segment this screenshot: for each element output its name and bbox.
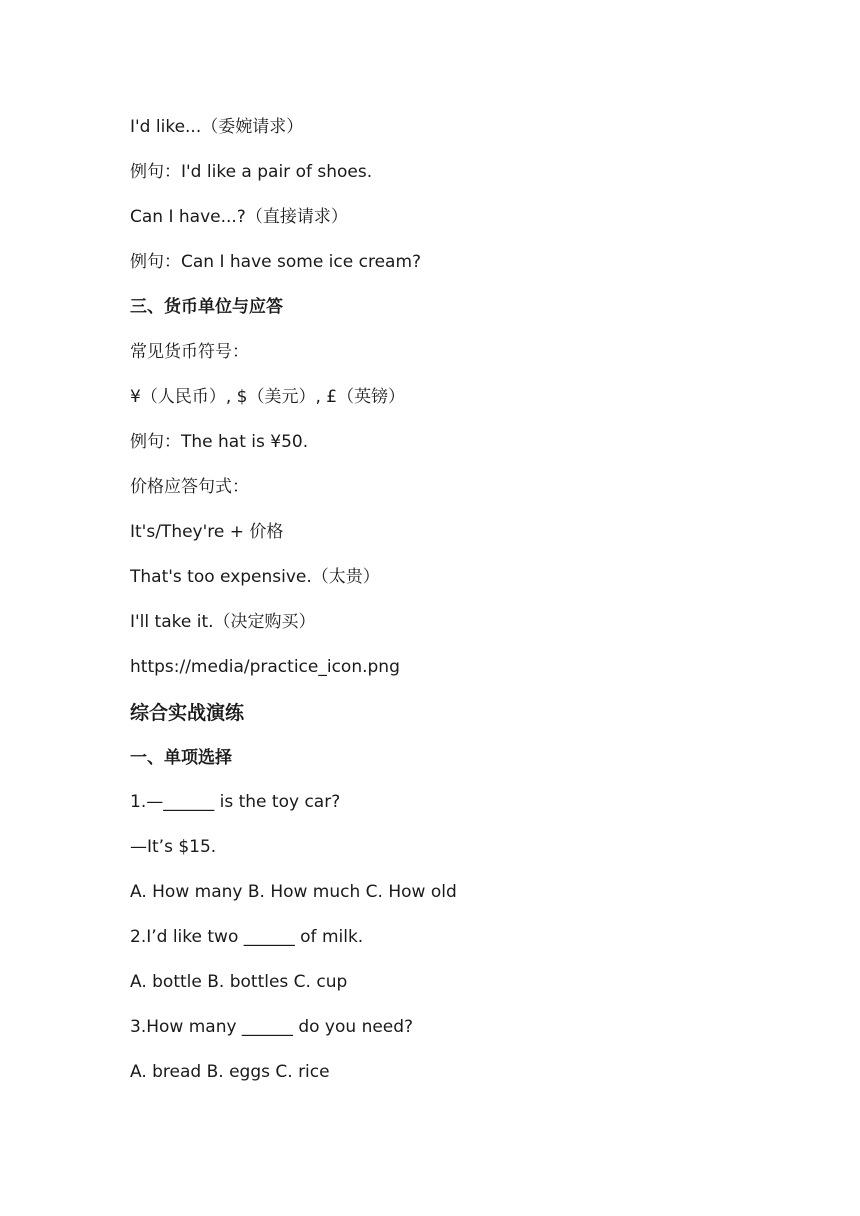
example-can-i-have: 例句：Can I have some ice cream? bbox=[130, 252, 422, 272]
section-heading-currency: 三、货币单位与应答 bbox=[130, 297, 283, 317]
price-response-label: 价格应答句式： bbox=[130, 477, 249, 497]
question-2-options: A. bottle B. bottles C. cup bbox=[130, 972, 348, 992]
question-1: 1.—______ is the toy car? bbox=[130, 792, 341, 812]
example-price: 例句：The hat is ¥50. bbox=[130, 432, 309, 452]
image-placeholder-url: https://media/practice_icon.png bbox=[130, 657, 400, 677]
phrase-can-i-have: Can I have...?（直接请求） bbox=[130, 207, 348, 227]
price-response-pattern: It's/They're + 价格 bbox=[130, 522, 284, 542]
section-heading-single-choice: 一、单项选择 bbox=[130, 748, 232, 768]
question-3: 3.How many ______ do you need? bbox=[130, 1017, 414, 1037]
question-1-options: A. How many B. How much C. How old bbox=[130, 882, 457, 902]
example-id-like: 例句：I'd like a pair of shoes. bbox=[130, 162, 373, 182]
question-1-answer-line: —It’s $15. bbox=[130, 837, 217, 857]
question-2: 2.I’d like two ______ of milk. bbox=[130, 927, 364, 947]
phrase-too-expensive: That's too expensive.（太贵） bbox=[130, 567, 380, 587]
practice-heading: 综合实战演练 bbox=[130, 702, 245, 724]
phrase-id-like: I'd like...（委婉请求） bbox=[130, 117, 304, 137]
phrase-take-it: I'll take it.（决定购买） bbox=[130, 612, 316, 632]
currency-symbols-label: 常见货币符号： bbox=[130, 342, 249, 362]
question-3-options: A. bread B. eggs C. rice bbox=[130, 1062, 330, 1082]
currency-symbols: ¥（人民币）, $（美元）, £（英镑） bbox=[130, 387, 406, 407]
